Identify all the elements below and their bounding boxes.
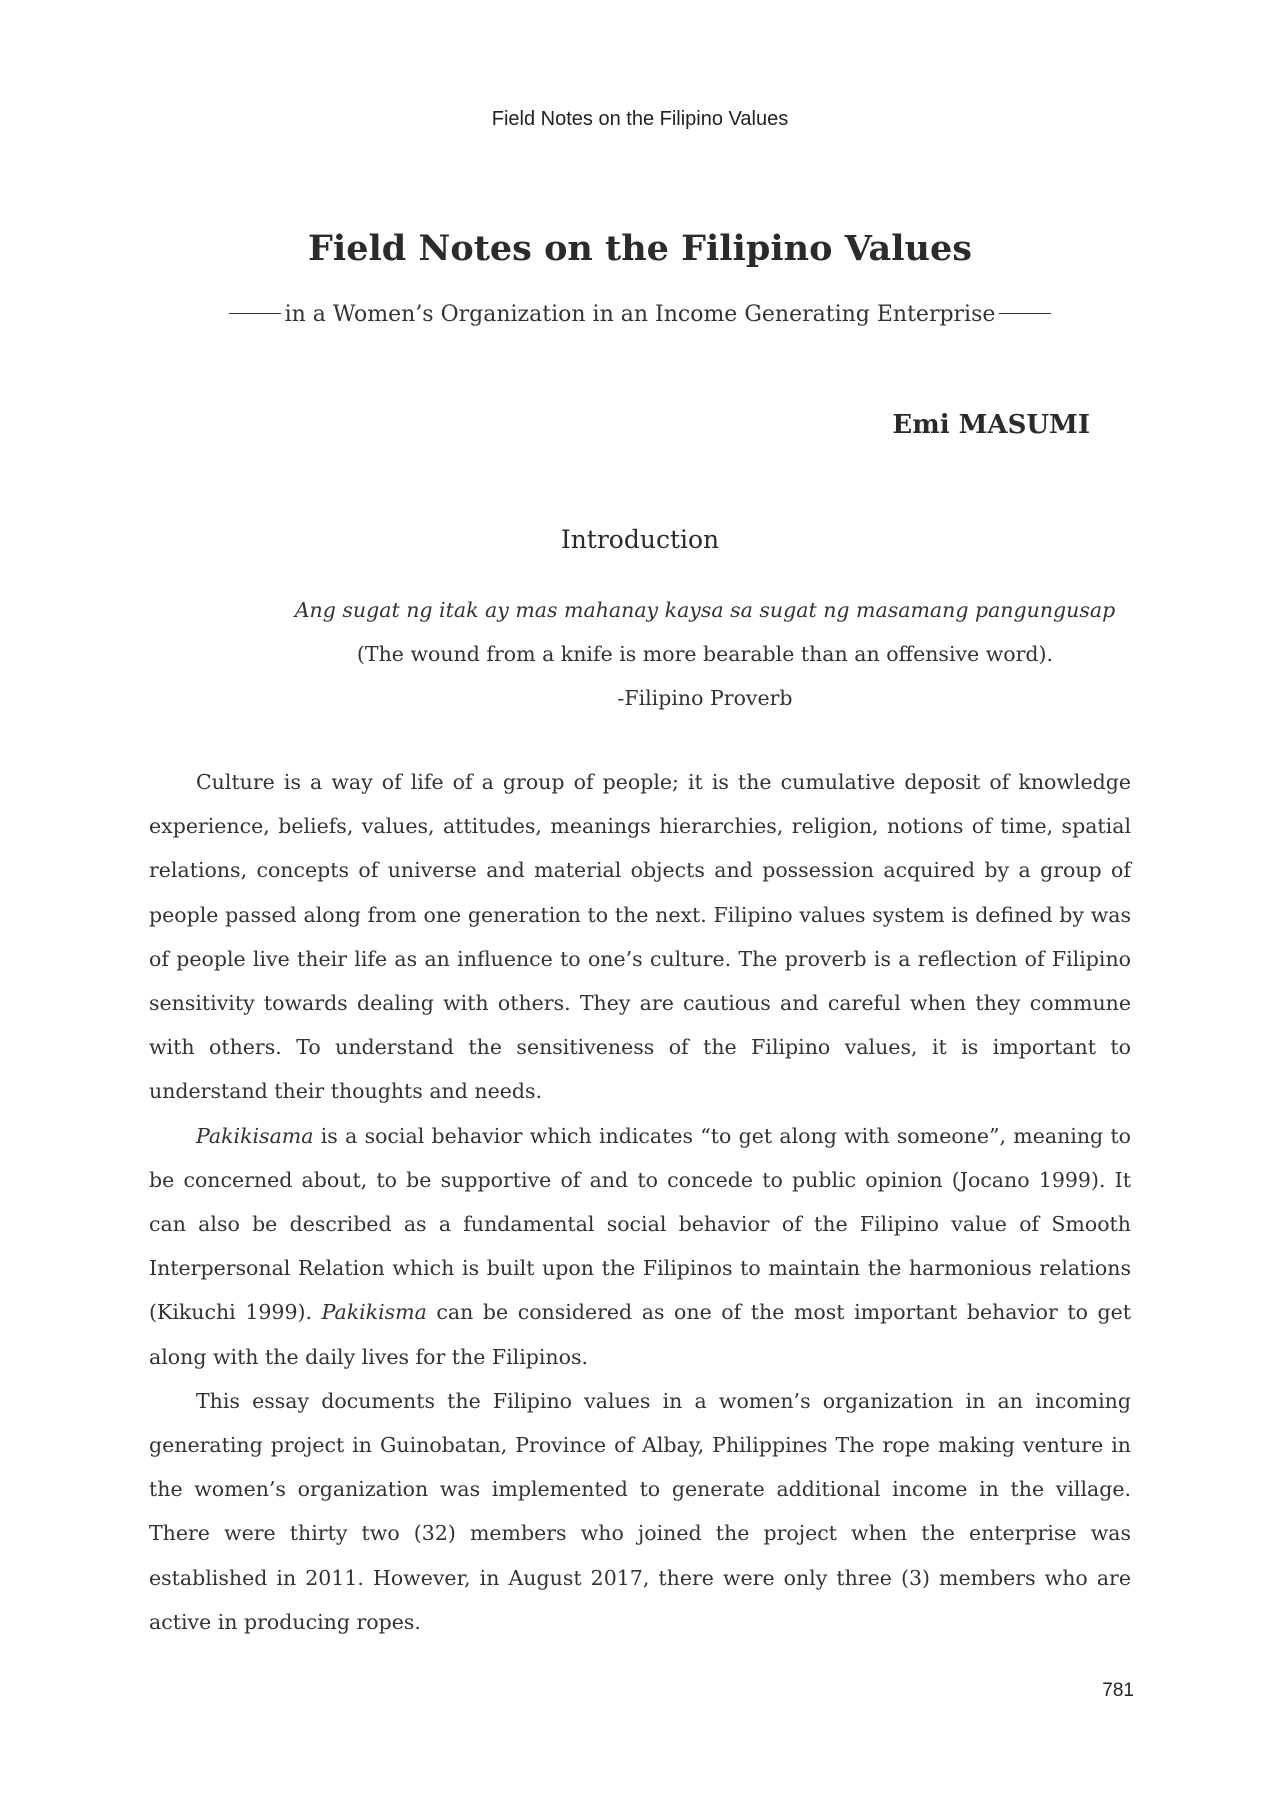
term-pakikisma: Pakikisma xyxy=(321,1300,427,1325)
epigraph-proverb: Ang sugat ng itak ay mas mahanay kaysa sa sugat ng masamang pangungusap xyxy=(294,598,1116,622)
epigraph-translation: (The wound from a knife is more bearable than an offensive word). xyxy=(356,642,1054,666)
epigraph xyxy=(0,588,1280,720)
page-number: 781 xyxy=(1102,1680,1134,1701)
paragraph-1: Culture is a way of life of a group of people; it is the cumulative deposit of knowledge experience, beliefs, values, attitudes, meanings hierarchies, religion, notions of time, spatial relations, concepts of universe and material objects and possession acquired by a group of people passed along from one generation to the next. Filipino values system is defined by was of people live their life as an influence to one’s culture. The proverb is a reflection of Filipino sensitivity towards dealing with others. They are cautious and careful when they commune with others. To understand the sensitiveness of the Filipino values, it is important to understand their thoughts and needs. xyxy=(149,770,1131,1104)
paragraph-2-part-b: can be considered as one of the most important behavior to get along with the daily lives for the Filipinos. xyxy=(149,1300,1132,1369)
article-subtitle xyxy=(0,302,1280,327)
em-dash-left xyxy=(229,313,281,314)
paragraph-2 xyxy=(149,1114,1131,1379)
body-text xyxy=(149,760,1131,1644)
subtitle-text: in a Women’s Organization in an Income Generating Enterprise xyxy=(284,302,996,327)
running-head: Field Notes on the Filipino Values xyxy=(491,108,789,130)
section-heading-introduction: Introduction xyxy=(560,525,720,554)
em-dash-right xyxy=(999,313,1051,314)
epigraph-attribution: -Filipino Proverb xyxy=(617,686,793,710)
paragraph-3: This essay documents the Filipino values in a women’s organization in an incoming generating project in Guinobatan, Province of Albay, Philippines The rope making venture in the women’s organization was implemented to generate additional income in the village. There were thirty two (32) members who joined the project when the enterprise was established in 2011. However, in August 2017, there were only three (3) members who are active in producing ropes. xyxy=(149,1388,1131,1634)
author-name: Emi MASUMI xyxy=(892,410,1090,440)
article-title: Field Notes on the Filipino Values xyxy=(308,228,972,269)
paragraph-2-part-a: is a social behavior which indicates “to get along with someone”, meaning to be concerned about, to be supportive of and to concede to public opinion (Jocano 1999). It can also be described as a fundamental social behavior of the Filipino value of Smooth Interpersonal Relation which is built upon the Filipinos to maintain the harmonious relations (Kikuchi 1999). xyxy=(149,1123,1131,1325)
term-pakikisama: Pakikisama xyxy=(196,1123,314,1148)
